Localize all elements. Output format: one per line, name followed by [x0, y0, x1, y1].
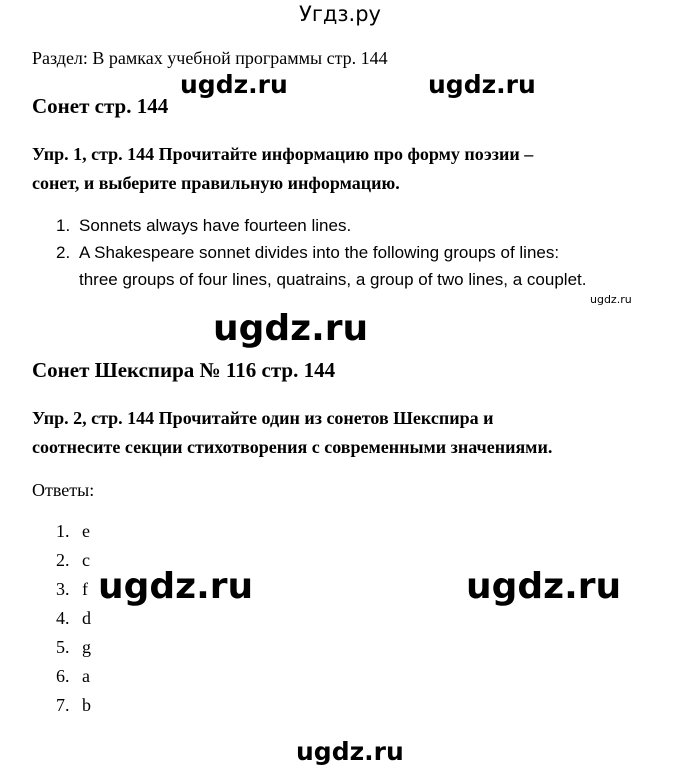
list-item-number: 3. — [56, 579, 70, 599]
list-item-value: f — [82, 579, 88, 599]
list-item — [56, 691, 91, 720]
list-item — [56, 239, 586, 293]
list-item-number: 1. — [56, 216, 71, 235]
heading-shakespeare-sonnet: Сонет Шекспира № 116 стр. 144 — [32, 358, 336, 382]
watermark: ugdz.ru — [428, 70, 536, 99]
exercise-2-line-1: Упр. 2, стр. 144 Прочитайте один из сонетов Шекспира и — [32, 408, 494, 428]
list-item — [56, 575, 91, 604]
watermark: ugdz.ru — [213, 308, 369, 349]
exercise-2-line-2: соотнесите секции стихотворения с современными значениями. — [32, 437, 553, 457]
watermark: ugdz.ru — [180, 70, 288, 99]
watermark: ugdz.ru — [466, 566, 622, 607]
answers-1-list — [56, 212, 586, 293]
exercise-1-line-2: сонет, и выберите правильную информацию. — [32, 173, 400, 193]
list-item — [56, 212, 586, 239]
list-item — [56, 517, 91, 546]
list-item — [56, 546, 91, 575]
list-item-text: A Shakespeare sonnet divides into the following groups of lines: — [79, 243, 560, 262]
list-item-text: Sonnets always have fourteen lines. — [79, 216, 352, 235]
list-item-value: d — [82, 608, 91, 628]
exercise-1-line-1: Упр. 1, стр. 144 Прочитайте информацию про форму поэзии – — [32, 144, 534, 164]
list-item — [56, 662, 91, 691]
list-item-number: 1. — [56, 521, 70, 541]
list-item-text: three groups of four lines, quatrains, a group of two lines, a couplet. — [79, 270, 587, 289]
list-item-number: 2. — [56, 550, 70, 570]
list-item — [56, 633, 91, 662]
answers-2-list — [56, 517, 91, 720]
heading-sonnet: Сонет стр. 144 — [32, 94, 169, 118]
site-title: Угдз.ру — [299, 2, 381, 26]
watermark: ugdz.ru — [98, 566, 254, 607]
list-item-number: 4. — [56, 608, 70, 628]
section-line: Раздел: В рамках учебной программы стр. 144 — [32, 48, 388, 68]
list-item-value: a — [82, 666, 90, 686]
list-item-value: c — [82, 550, 90, 570]
list-item — [56, 604, 91, 633]
watermark: ugdz.ru — [590, 293, 632, 306]
list-item-value: e — [82, 521, 90, 541]
list-item-value: g — [82, 637, 91, 657]
list-item-number: 2. — [56, 243, 71, 262]
watermark: ugdz.ru — [296, 737, 404, 766]
list-item-number: 6. — [56, 666, 70, 686]
list-item-number: 7. — [56, 695, 70, 715]
answers-label: Ответы: — [32, 480, 95, 500]
list-item-value: b — [82, 695, 91, 715]
list-item-number: 5. — [56, 637, 70, 657]
